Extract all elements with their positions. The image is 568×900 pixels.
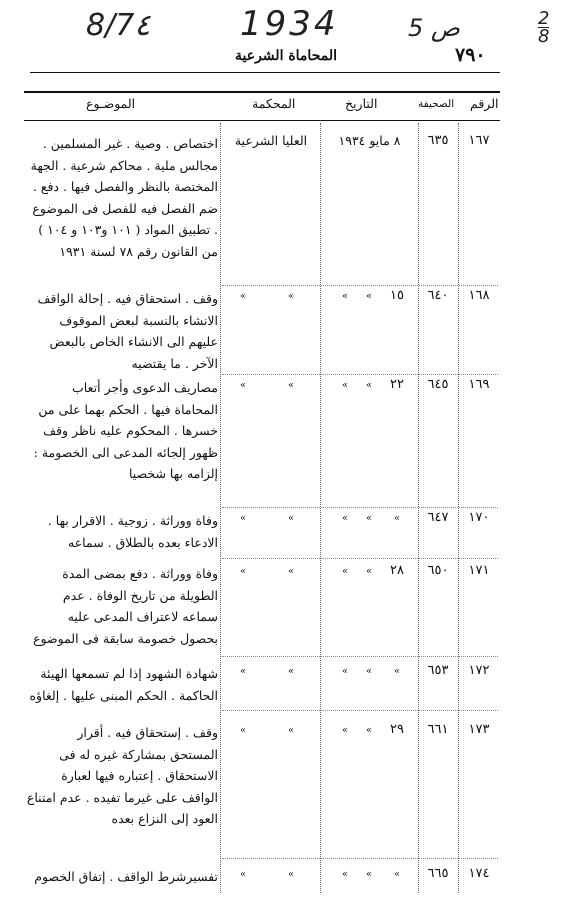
- column-divider: [320, 123, 321, 893]
- column-header-number: الرقم: [470, 96, 499, 111]
- ditto-mark: «: [342, 513, 349, 524]
- ditto-mark: «: [342, 566, 349, 577]
- column-header-court: المحكمة: [252, 96, 296, 111]
- ditto-mark: «: [240, 666, 247, 677]
- ditto-mark: «: [394, 666, 401, 677]
- row-number: ١٧١: [468, 563, 490, 578]
- ditto-mark: «: [240, 725, 247, 736]
- row-divider: [222, 558, 498, 559]
- page-number: ٧٩٠: [455, 44, 486, 66]
- ditto-mark: «: [240, 869, 247, 880]
- ditto-mark: «: [342, 291, 349, 302]
- ditto-mark: «: [240, 291, 247, 302]
- row-number: ١٧٢: [468, 663, 490, 678]
- ditto-mark: «: [240, 513, 247, 524]
- ditto-mark: «: [394, 513, 401, 524]
- ditto-mark: «: [288, 291, 295, 302]
- row-page: ٦٤٠: [427, 288, 449, 303]
- ditto-mark: «: [288, 666, 295, 677]
- ditto-mark: «: [366, 380, 373, 391]
- ditto-mark: «: [288, 513, 295, 524]
- ditto-mark: «: [342, 380, 349, 391]
- fraction-top: 2: [538, 8, 550, 29]
- ditto-mark: «: [342, 725, 349, 736]
- journal-title: المحاماة الشرعية: [235, 48, 337, 64]
- row-day: ٢٢: [390, 377, 404, 392]
- handwritten-page-mark: ص 5: [408, 14, 460, 42]
- row-page: ٦٥٠: [427, 563, 449, 578]
- row-subject: وقف . استحقاق فيه . إحالة الواقف الانشاء بالنسبة لبعض الموقوف عليهم الى الانشاء الخاص بالبعض الآخر . ما يقتضيه: [37, 291, 218, 371]
- ditto-mark: «: [240, 380, 247, 391]
- row-number: ١٦٩: [468, 377, 490, 392]
- fraction-bottom: 8: [538, 26, 550, 47]
- ditto-mark: «: [366, 513, 373, 524]
- handwritten-year: 1934: [240, 4, 339, 44]
- ditto-mark: «: [288, 566, 295, 577]
- ditto-mark: «: [342, 869, 349, 880]
- row-page: ٦٣٥: [427, 133, 449, 148]
- row-page: ٦٦١: [427, 722, 449, 737]
- row-divider: [222, 374, 498, 375]
- column-header-date: التاريخ: [345, 96, 378, 111]
- ditto-mark: «: [288, 380, 295, 391]
- row-subject: تفسيرشرط الواقف . إتفاق الخصوم: [34, 869, 218, 884]
- row-subject: وقف . إستحقاق فيه . أقرار المستحق بمشاركة غيره له فى الاستحقاق . إعتباره فيها لعبارة الواقف على غيرما تفيده . عدم امتناع العود إلى النزاع بعده: [26, 725, 218, 826]
- column-divider: [418, 123, 419, 893]
- column-header-page: الصحيفة: [418, 98, 455, 110]
- row-divider: [222, 858, 498, 859]
- row-page: ٦٥٣: [427, 663, 449, 678]
- ditto-mark: «: [240, 566, 247, 577]
- ditto-mark: «: [394, 869, 401, 880]
- row-number: ١٧٠: [468, 510, 490, 525]
- ditto-mark: «: [366, 869, 373, 880]
- ditto-mark: «: [366, 566, 373, 577]
- page-header: [30, 42, 500, 73]
- row-divider: [222, 285, 498, 286]
- row-divider: [222, 507, 498, 508]
- row-subject: وفاة ووراثة . زوجية . الاقرار بها . الادعاء بعده بالطلاق . سماعه: [47, 513, 218, 550]
- ditto-mark: «: [366, 666, 373, 677]
- row-day: ٢٨: [390, 563, 404, 578]
- handwritten-date: 8/7٤: [86, 8, 151, 43]
- row-subject: اختصاص . وصية . غير المسلمين . مجالس ملية . محاكم شرعية . الجهة المختصة بالنظر والفصل فيها . دفع . ضم الفصل فيه للفصل فى الموضوع . تطبيق المواد ( ١٠١ و١٠٣ و ١٠٤ ) من القانون رقم ٧٨ لسنة ١٩٣١: [30, 136, 218, 259]
- table-top-rule: [24, 91, 500, 93]
- ditto-mark: «: [288, 869, 295, 880]
- table-header-rule: [24, 120, 500, 121]
- column-divider: [458, 123, 459, 893]
- row-day: ١٥: [390, 288, 404, 303]
- row-number: ١٧٤: [468, 866, 490, 881]
- row-page: ٦٦٥: [427, 866, 449, 881]
- row-court: العليا الشرعية: [234, 133, 308, 148]
- row-number: ١٧٣: [468, 722, 490, 737]
- row-subject: مصاريف الدعوى وأجر أتعاب المحاماة فيها . الحكم بهما على من خسرها . المحكوم عليه ناظر وقف ظهور إلجائه المدعى الى الخصومة : إلزامه بها شخصيا: [33, 380, 218, 481]
- row-date: ٨ مايو ١٩٣٤: [338, 133, 401, 148]
- column-header-subject: الموضـوع: [86, 96, 136, 111]
- row-divider: [222, 656, 498, 657]
- row-page: ٦٤٥: [427, 377, 449, 392]
- row-day: ٢٩: [390, 722, 404, 737]
- ditto-mark: «: [366, 725, 373, 736]
- column-divider: [220, 123, 221, 893]
- row-number: ١٦٧: [468, 133, 490, 148]
- row-divider: [222, 710, 498, 711]
- row-number: ١٦٨: [468, 288, 490, 303]
- ditto-mark: «: [342, 666, 349, 677]
- ditto-mark: «: [366, 291, 373, 302]
- ditto-mark: «: [288, 725, 295, 736]
- row-page: ٦٤٧: [427, 510, 449, 525]
- row-subject: شهادة الشهود إذا لم تسمعها الهيئة الحاكمة . الحكم المبنى عليها . إلغاؤه: [29, 666, 218, 703]
- handwritten-fraction: [538, 10, 549, 45]
- row-subject: وفاة ووراثة . دفع بمضى المدة الطويلة من تاريخ الوفاة . عدم سماعه لاعتراف المدعى عليه بحصول خصومة سابقة فى الموضوع: [33, 566, 218, 646]
